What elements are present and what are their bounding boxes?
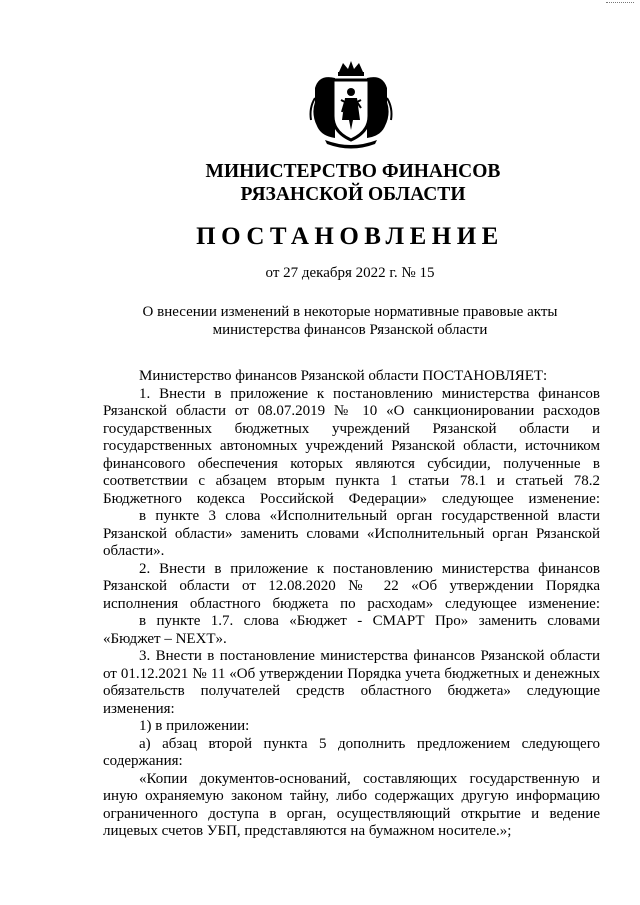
coat-of-arms-icon	[305, 58, 397, 150]
ministry-name-line1: МИНИСТЕРСТВО ФИНАНСОВ	[205, 161, 501, 182]
document-body	[103, 368, 600, 841]
subject-line1: О внесении изменений в некоторые нормативные правовые акты	[142, 304, 558, 320]
body-paragraph-item3-quote: «Копии документов-оснований, составляющих государственную и иную охраняемую законом тайну, либо содержащих другую информацию ограниченного доступа в орган, осуществляющий открытие и ведение лицевых счетов УБП, представляются на бумажном носителе.»;	[103, 770, 600, 839]
subject-line2: министерства финансов Рязанской области	[212, 322, 488, 338]
body-paragraph-item3-sub1: 1) в приложении:	[139, 718, 250, 734]
body-paragraph-item2-change: в пункте 1.7. слова «Бюджет - СМАРТ Про» заменить словами «Бюджет – NEXT».	[103, 613, 600, 647]
body-paragraph-item1: 1. Внести в приложение к постановлению министерства финансов Рязанской области от 08.07.2019 № 10 «О санкционировании расходов государственных бюджетных учреждений Рязанской области и государственных автономных учреждений Рязанской области, источником финансового обеспечения которых являются субсидии, полученные в соответствии с абзацем вторым пункта 1 статьи 78.1 и статьей 78.2 Бюджетного кодекса Российской Федерации» следующее изменение:	[103, 385, 600, 507]
ministry-name-line2: РЯЗАНСКОЙ ОБЛАСТИ	[240, 184, 466, 205]
body-paragraph-item3: 3. Внести в постановление министерства финансов Рязанской области от 01.12.2021 № 11 «Об утверждении Порядка учета бюджетных и денежных обязательств получателей средств областного бюджета» следующие изменения:	[103, 648, 600, 717]
body-paragraph-item1-change: в пункте 3 слова «Исполнительный орган государственной власти Рязанской области» заменить словами «Исполнительный орган Рязанской области».	[103, 508, 600, 559]
document-type-heading: ПОСТАНОВЛЕНИЕ	[196, 223, 504, 250]
scan-corner-mark	[606, 2, 634, 6]
document-date-number: от 27 декабря 2022 г. № 15	[265, 265, 435, 281]
body-paragraph-preamble: Министерство финансов Рязанской области ПОСТАНОВЛЯЕТ:	[139, 368, 548, 384]
document-subject	[0, 303, 640, 339]
body-paragraph-item2: 2. Внести в приложение к постановлению министерства финансов Рязанской области от 12.08.2020 № 22 «Об утверждении Порядка исполнения областного бюджета по расходам» следующее изменение:	[103, 560, 600, 612]
body-paragraph-item3-sub1a: а) абзац второй пункта 5 дополнить предложением следующего содержания:	[103, 735, 600, 769]
